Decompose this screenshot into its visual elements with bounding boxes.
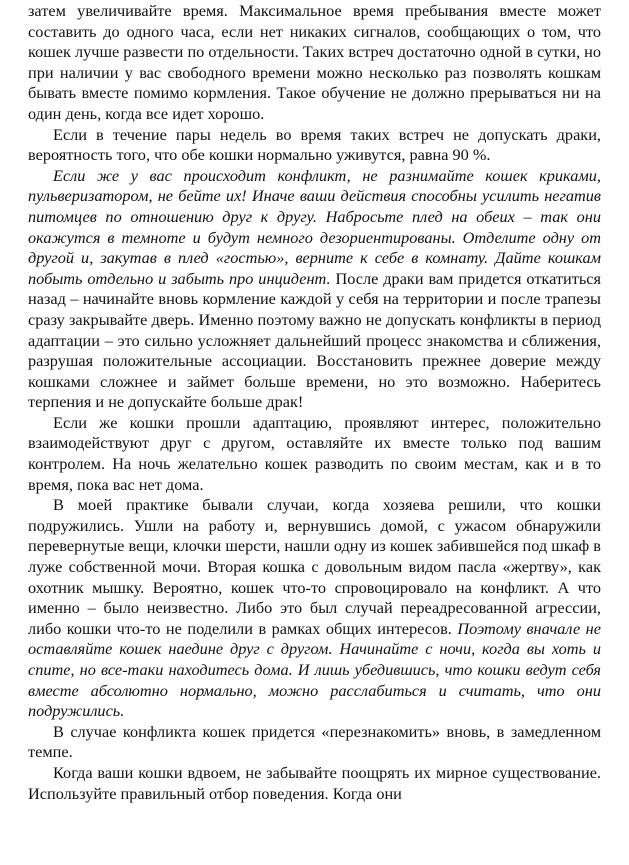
- text-span: В моей практике бывали случаи, когда хозяева решили, что кошки подружились. Ушли на работу и, вернувшись домой, с ужасом обнаружили перевернутые вещи, клочки шерсти, нашли одну из кошек забившейся под шкаф в луже собственной мочи. Вторая кошка с довольным видом пасла «жертву», как охотник мышку. Вероятно, кошек что-то спровоцировало на конфликт. А что именно – было неизвестно. Либо это был случай переадресованной агрессии, либо кошки что-то не поделили в рамках общих интересов.: [28, 495, 601, 638]
- text-span: затем увеличивайте время. Максимальное время пребывания вместе может составить до одного часа, если нет никаких сигналов, сообщающих о том, что кошек лучше развести по отдельности. Таких встреч достаточно одной в сутки, но при наличии у вас свободного времени можно несколько раз позволять кошкам бывать вместе помимо кормления. Такое обучение не должно прерываться ни на один день, когда все идет хорошо.: [28, 1, 601, 123]
- paragraph-6: [28, 722, 601, 763]
- paragraph-4: [28, 413, 601, 495]
- paragraph-5: [28, 495, 601, 722]
- paragraph-3: [28, 166, 601, 413]
- italic-advice: Поэтому вначале не оставляйте кошек наедине друг с другом. Начинайте с ночи, когда вы хоть и спите, но все-таки находитесь дома. И лишь убедившись, что кошки ведут себя вместе абсолютно нормально, можно расслабиться и считать, что они подружились.: [28, 618, 601, 721]
- paragraph-2: [28, 125, 601, 166]
- text-span: В случае конфликта кошек придется «перезнакомить» вновь, в замедленном темпе.: [28, 721, 601, 762]
- text-span: После драки вам придется откатиться назад – начинайте вновь кормление каждой у себя на территории и после трапезы сразу закрывайте дверь. Именно поэтому важно не допускать конфликты в период адаптации – это сильно усложняет дальнейший процесс знакомства и сближения, разрушая положительные ассоциации. Восстановить прежнее доверие между кошками сложнее и займет больше времени, но это возможно. Наберитесь терпения и не допускайте больше драк!: [28, 268, 601, 412]
- text-span: Если в течение пары недель во время таких встреч не допускать драки, вероятность того, что обе кошки нормально уживутся, равна 90 %.: [28, 124, 601, 165]
- text-span: Если же кошки прошли адаптацию, проявляют интерес, положительно взаимодействуют друг с другом, оставляйте их вместе только под вашим контролем. На ночь желательно кошек разводить по своим местам, как и в то время, пока вас нет дома.: [28, 412, 601, 494]
- italic-advice: Если же у вас происходит конфликт, не разнимайте кошек криками, пульверизатором, не бейте их! Иначе ваши действия способны усилить негатив питомцев по отношению друг к другу. Набросьте плед на обеих – так они окажутся в темноте и будут немного дезориентированы. Отделите одну от другой и, закутав в плед «гостью», верните к себе в комнату. Дайте кошкам побыть отдельно и забыть про инцидент.: [28, 165, 601, 288]
- paragraph-1: [28, 1, 601, 125]
- text-span: Когда ваши кошки вдвоем, не забывайте поощрять их мирное существование. Используйте правильный отбор поведения. Когда они: [28, 762, 601, 803]
- paragraph-7: [28, 763, 601, 804]
